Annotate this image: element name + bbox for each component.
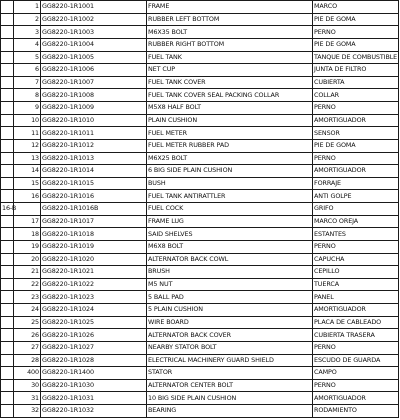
section-cell [1,354,14,367]
table-row [1,405,399,418]
part-code-cell: GG8220-1R1010 [41,114,147,127]
spanish-name-cell: PERNO [313,26,399,39]
spanish-name-cell: PLACA DE CABLEADO [313,316,399,329]
part-code-cell: GG8220-1R1031 [41,392,147,405]
section-cell [1,64,14,77]
spanish-name-cell: AMORTIGUADOR [313,392,399,405]
part-code-cell: GG8220-1R1001 [41,1,147,14]
part-code-cell: GG8220-1R1011 [41,127,147,140]
english-name-cell: ELECTRICAL MACHINERY GUARD SHIELD [147,354,313,367]
english-name-cell: M5 NUT [147,278,313,291]
spanish-name-cell: CUBIERTA [313,76,399,89]
part-code-cell: GG8220-1R1004 [41,38,147,51]
table-row [1,127,399,140]
section-cell [1,1,14,14]
part-code-cell: GG8220-1R1018 [41,228,147,241]
part-code-cell: GG8220-1R1027 [41,341,147,354]
part-code-cell: GG8220-1R1007 [41,76,147,89]
part-code-cell: GG8220-1R1021 [41,266,147,279]
part-code-cell: GG8220-1R1005 [41,51,147,64]
spanish-name-cell: JUNTA DE FILTRO [313,64,399,77]
spanish-name-cell: PERNO [313,341,399,354]
table-row [1,114,399,127]
table-row [1,215,399,228]
spanish-name-cell: CAMPO [313,367,399,380]
section-cell [1,26,14,39]
english-name-cell: STATOR [147,367,313,380]
section-cell: 16-B [1,203,14,216]
part-code-cell: GG8220-1R1016 [41,190,147,203]
spanish-name-cell: PERNO [313,152,399,165]
english-name-cell: FUEL TANK ANTIRATTLER [147,190,313,203]
table-row [1,266,399,279]
section-cell [1,38,14,51]
spanish-name-cell: AMORTIGUADOR [313,304,399,317]
item-number-cell: 26 [14,329,41,342]
spanish-name-cell: MARCO [313,1,399,14]
english-name-cell: FUEL TANK COVER [147,76,313,89]
spanish-name-cell: CAPUCHA [313,253,399,266]
table-row [1,253,399,266]
part-code-cell: GG8220-1R1003 [41,26,147,39]
table-row [1,177,399,190]
english-name-cell: FRAME [147,1,313,14]
section-cell [1,405,14,418]
item-number-cell: 17 [14,215,41,228]
spanish-name-cell: MARCO OREJA [313,215,399,228]
item-number-cell: 11 [14,127,41,140]
english-name-cell: M6X35 BOLT [147,26,313,39]
section-cell [1,102,14,115]
part-code-cell: GG8220-1R1024 [41,304,147,317]
item-number-cell: 7 [14,76,41,89]
spanish-name-cell: PERNO [313,240,399,253]
table-row [1,51,399,64]
table-row [1,341,399,354]
english-name-cell: ALTERNATOR CENTER BOLT [147,379,313,392]
table-row [1,89,399,102]
table-row [1,316,399,329]
item-number-cell: 22 [14,278,41,291]
table-row [1,26,399,39]
english-name-cell: M6X25 BOLT [147,152,313,165]
english-name-cell: ALTERNATOR BACK COVER [147,329,313,342]
part-code-cell: GG8220-1R1014 [41,165,147,178]
section-cell [1,139,14,152]
section-cell [1,114,14,127]
section-cell [1,76,14,89]
spanish-name-cell: ESCUDO DE GUARDA [313,354,399,367]
part-code-cell: GG8220-1R1400 [41,367,147,380]
item-number-cell: 4 [14,38,41,51]
spanish-name-cell: TANQUE DE COMBUSTIBLE [313,51,399,64]
item-number-cell: 31 [14,392,41,405]
english-name-cell: M5X8 HALF BOLT [147,102,313,115]
spanish-name-cell: CUBIERTA TRASERA [313,329,399,342]
spanish-name-cell: AMORTIGUADOR [313,165,399,178]
part-code-cell: GG8220-1R1025 [41,316,147,329]
table-row [1,102,399,115]
section-cell [1,341,14,354]
item-number-cell: 24 [14,304,41,317]
section-cell [1,127,14,140]
part-code-cell: GG8220-1R1028 [41,354,147,367]
item-number-cell: 30 [14,379,41,392]
section-cell [1,253,14,266]
table-row [1,13,399,26]
part-code-cell: GG8220-1R1009 [41,102,147,115]
item-number-cell: 12 [14,139,41,152]
table-row [1,76,399,89]
section-cell [1,228,14,241]
part-code-cell: GG8220-1R1012 [41,139,147,152]
part-code-cell: GG8220-1R1015 [41,177,147,190]
part-code-cell: GG8220-1R1013 [41,152,147,165]
part-code-cell: GG8220-1R1020 [41,253,147,266]
item-number-cell: 8 [14,89,41,102]
parts-table-body [1,1,399,418]
spanish-name-cell: PERNO [313,379,399,392]
item-number-cell: 10 [14,114,41,127]
item-number-cell: 15 [14,177,41,190]
english-name-cell: WIRE BOARD [147,316,313,329]
item-number-cell [14,203,41,216]
table-row [1,240,399,253]
table-row [1,38,399,51]
item-number-cell: 19 [14,240,41,253]
english-name-cell: RUBBER RIGHT BOTTOM [147,38,313,51]
table-row [1,354,399,367]
part-code-cell: GG8220-1R1019 [41,240,147,253]
table-row [1,64,399,77]
spanish-name-cell: CEPILLO [313,266,399,279]
section-cell [1,13,14,26]
part-code-cell: GG8220-1R1026 [41,329,147,342]
table-row [1,367,399,380]
english-name-cell: PLAIN CUSHION [147,114,313,127]
english-name-cell: 5 BALL PAD [147,291,313,304]
spanish-name-cell: ESTANTES [313,228,399,241]
item-number-cell: 16 [14,190,41,203]
section-cell [1,240,14,253]
section-cell [1,177,14,190]
part-code-cell: GG8220-1R1017 [41,215,147,228]
table-row [1,190,399,203]
spanish-name-cell: RODAMIENTO [313,405,399,418]
english-name-cell: FUEL METER [147,127,313,140]
section-cell [1,278,14,291]
english-name-cell: FUEL TANK COVER SEAL PACKING COLLAR [147,89,313,102]
spanish-name-cell: FORRAJE [313,177,399,190]
spanish-name-cell: AMORTIGUADOR [313,114,399,127]
table-row [1,1,399,14]
item-number-cell: 400 [14,367,41,380]
part-code-cell: GG8220-1R1030 [41,379,147,392]
section-cell [1,266,14,279]
table-row [1,278,399,291]
item-number-cell: 18 [14,228,41,241]
section-cell [1,329,14,342]
english-name-cell: 6 BIG SIDE PLAIN CUSHION [147,165,313,178]
item-number-cell: 2 [14,13,41,26]
table-row [1,228,399,241]
table-row [1,379,399,392]
table-row [1,139,399,152]
section-cell [1,165,14,178]
english-name-cell: BEARING [147,405,313,418]
item-number-cell: 9 [14,102,41,115]
english-name-cell: 5 PLAIN CUSHION [147,304,313,317]
english-name-cell: BRUSH [147,266,313,279]
english-name-cell: BUSH [147,177,313,190]
item-number-cell: 23 [14,291,41,304]
section-cell [1,316,14,329]
english-name-cell: NEARBY STATOR BOLT [147,341,313,354]
english-name-cell: 10 BIG SIDE PLAIN CUSHION [147,392,313,405]
english-name-cell: NET CUP [147,64,313,77]
section-cell [1,291,14,304]
english-name-cell: FUEL METER RUBBER PAD [147,139,313,152]
spanish-name-cell: GRIFO [313,203,399,216]
table-row [1,291,399,304]
item-number-cell: 13 [14,152,41,165]
spanish-name-cell: PIE DE GOMA [313,38,399,51]
english-name-cell: RUBBER LEFT BOTTOM [147,13,313,26]
section-cell [1,152,14,165]
section-cell [1,215,14,228]
spanish-name-cell: PIE DE GOMA [313,13,399,26]
part-code-cell: GG8220-1R1002 [41,13,147,26]
item-number-cell: 28 [14,354,41,367]
english-name-cell: SAID SHELVES [147,228,313,241]
spanish-name-cell: PANEL [313,291,399,304]
spanish-name-cell: ANTI GOLPE [313,190,399,203]
part-code-cell: GG8220-1R1023 [41,291,147,304]
spanish-name-cell: PIE DE GOMA [313,139,399,152]
section-cell [1,190,14,203]
part-code-cell: GG8220-1R1022 [41,278,147,291]
english-name-cell: FUEL COCK [147,203,313,216]
section-cell [1,51,14,64]
table-row [1,392,399,405]
english-name-cell: FRAME LUG [147,215,313,228]
english-name-cell: ALTERNATOR BACK COWL [147,253,313,266]
table-row [1,329,399,342]
table-row [1,203,399,216]
section-cell [1,392,14,405]
item-number-cell: 1 [14,1,41,14]
english-name-cell: M6X8 BOLT [147,240,313,253]
spanish-name-cell: COLLAR [313,89,399,102]
spanish-name-cell: PERNO [313,102,399,115]
section-cell [1,304,14,317]
part-code-cell: GG8220-1R1032 [41,405,147,418]
item-number-cell: 5 [14,51,41,64]
item-number-cell: 27 [14,341,41,354]
table-row [1,304,399,317]
spanish-name-cell: SENSOR [313,127,399,140]
item-number-cell: 32 [14,405,41,418]
section-cell [1,379,14,392]
english-name-cell: FUEL TANK [147,51,313,64]
item-number-cell: 25 [14,316,41,329]
item-number-cell: 14 [14,165,41,178]
table-row [1,152,399,165]
section-cell [1,89,14,102]
item-number-cell: 20 [14,253,41,266]
table-row [1,165,399,178]
spanish-name-cell: TUERCA [313,278,399,291]
item-number-cell: 21 [14,266,41,279]
item-number-cell: 3 [14,26,41,39]
part-code-cell: GG8220-1R1008 [41,89,147,102]
item-number-cell: 6 [14,64,41,77]
part-code-cell: GG8220-1R1006 [41,64,147,77]
section-cell [1,367,14,380]
part-code-cell: GG8220-1R1016B [41,203,147,216]
